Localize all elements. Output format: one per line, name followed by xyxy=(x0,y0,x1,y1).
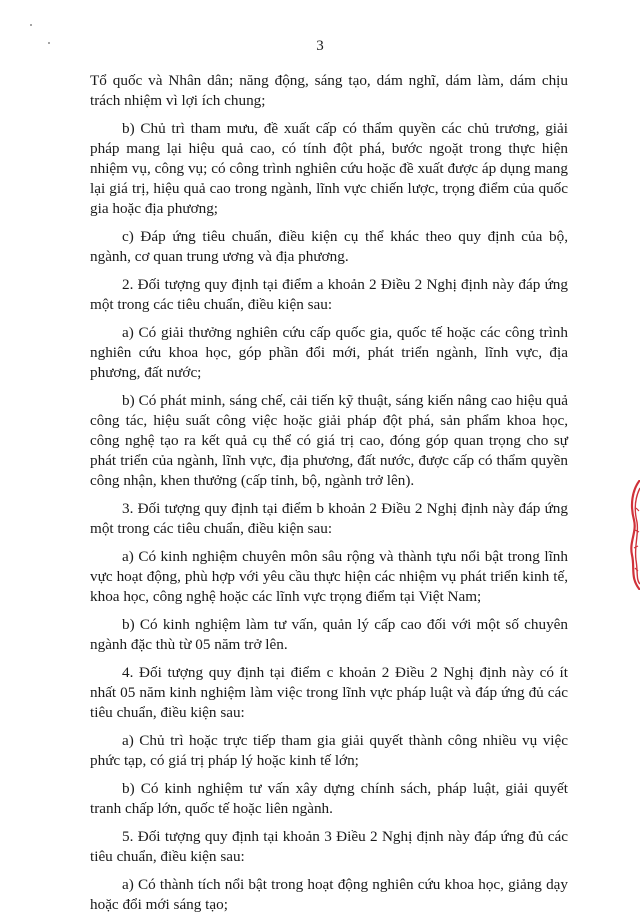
document-body xyxy=(90,71,568,923)
paragraph-4: 4. Đối tượng quy định tại điểm c khoản 2 Điều 2 Nghị định này có ít nhất 05 năm kinh nghiệm làm việc trong lĩnh vực pháp luật và đáp ứng đủ các tiêu chuẩn, điều kiện sau: xyxy=(90,664,568,721)
red-seal-edge xyxy=(626,480,640,590)
scan-speck xyxy=(48,42,50,44)
paragraph-2a: a) Có giải thưởng nghiên cứu cấp quốc gia, quốc tế hoặc các công trình nghiên cứu khoa học, góp phần đổi mới, phát triển ngành, lĩnh vực, địa phương, đất nước; xyxy=(90,324,568,381)
paragraph-1b: b) Chủ trì tham mưu, đề xuất cấp có thẩm quyền các chủ trương, giải pháp mang lại hiệu quả cao, có tính đột phá, bước ngoặt trong thực hiện nhiệm vụ, công vụ; có công trình nghiên cứu hoặc đề xuất được áp dụng mang lại giá trị, hiệu quả cao trong ngành, lĩnh vực chiến lược, trọng điểm của quốc gia hoặc địa phương; xyxy=(90,120,568,217)
paragraph-5a: a) Có thành tích nổi bật trong hoạt động nghiên cứu khoa học, giảng dạy hoặc đổi mới sáng tạo; xyxy=(90,876,568,913)
paragraph-4a: a) Chủ trì hoặc trực tiếp tham gia giải quyết thành công nhiều vụ việc phức tạp, có giá trị pháp lý hoặc kinh tế lớn; xyxy=(90,732,568,769)
paragraph-3a: a) Có kinh nghiệm chuyên môn sâu rộng và thành tựu nổi bật trong lĩnh vực hoạt động, phù hợp với yêu cầu thực hiện các nhiệm vụ phát triển kinh tế, khoa học, công nghệ hoặc các lĩnh vực trọng điểm tại Việt Nam; xyxy=(90,548,568,605)
paragraph-2: 2. Đối tượng quy định tại điểm a khoản 2 Điều 2 Nghị định này đáp ứng một trong các tiêu chuẩn, điều kiện sau: xyxy=(90,276,568,313)
scan-speck xyxy=(30,24,32,26)
paragraph-2b: b) Có phát minh, sáng chế, cải tiến kỹ thuật, sáng kiến nâng cao hiệu quả công tác, hiệu suất công việc hoặc giải pháp đột phá, sản phẩm khoa học, công nghệ tạo ra kết quả cụ thể có giá trị cao, đóng góp quan trọng cho sự phát triển của ngành, lĩnh vực, địa phương, đất nước, được cấp có thẩm quyền công nhận, khen thưởng (cấp tỉnh, bộ, ngành trở lên). xyxy=(90,392,568,489)
paragraph-1c: c) Đáp ứng tiêu chuẩn, điều kiện cụ thể khác theo quy định của bộ, ngành, cơ quan trung ương và địa phương. xyxy=(90,228,568,265)
paragraph-3: 3. Đối tượng quy định tại điểm b khoản 2 Điều 2 Nghị định này đáp ứng một trong các tiêu chuẩn, điều kiện sau: xyxy=(90,500,568,537)
paragraph-3b: b) Có kinh nghiệm làm tư vấn, quản lý cấp cao đối với một số chuyên ngành đặc thù từ 05 năm trở lên. xyxy=(90,616,568,653)
paragraph-continuation: Tổ quốc và Nhân dân; năng động, sáng tạo, dám nghĩ, dám làm, dám chịu trách nhiệm vì lợi ích chung; xyxy=(90,72,568,109)
paragraph-4b: b) Có kinh nghiệm tư vấn xây dựng chính sách, pháp luật, giải quyết tranh chấp lớn, quốc tế hoặc liên ngành. xyxy=(90,780,568,817)
paragraph-5: 5. Đối tượng quy định tại khoản 3 Điều 2 Nghị định này đáp ứng đủ các tiêu chuẩn, điều kiện sau: xyxy=(90,828,568,865)
page-number: 3 xyxy=(316,38,324,54)
